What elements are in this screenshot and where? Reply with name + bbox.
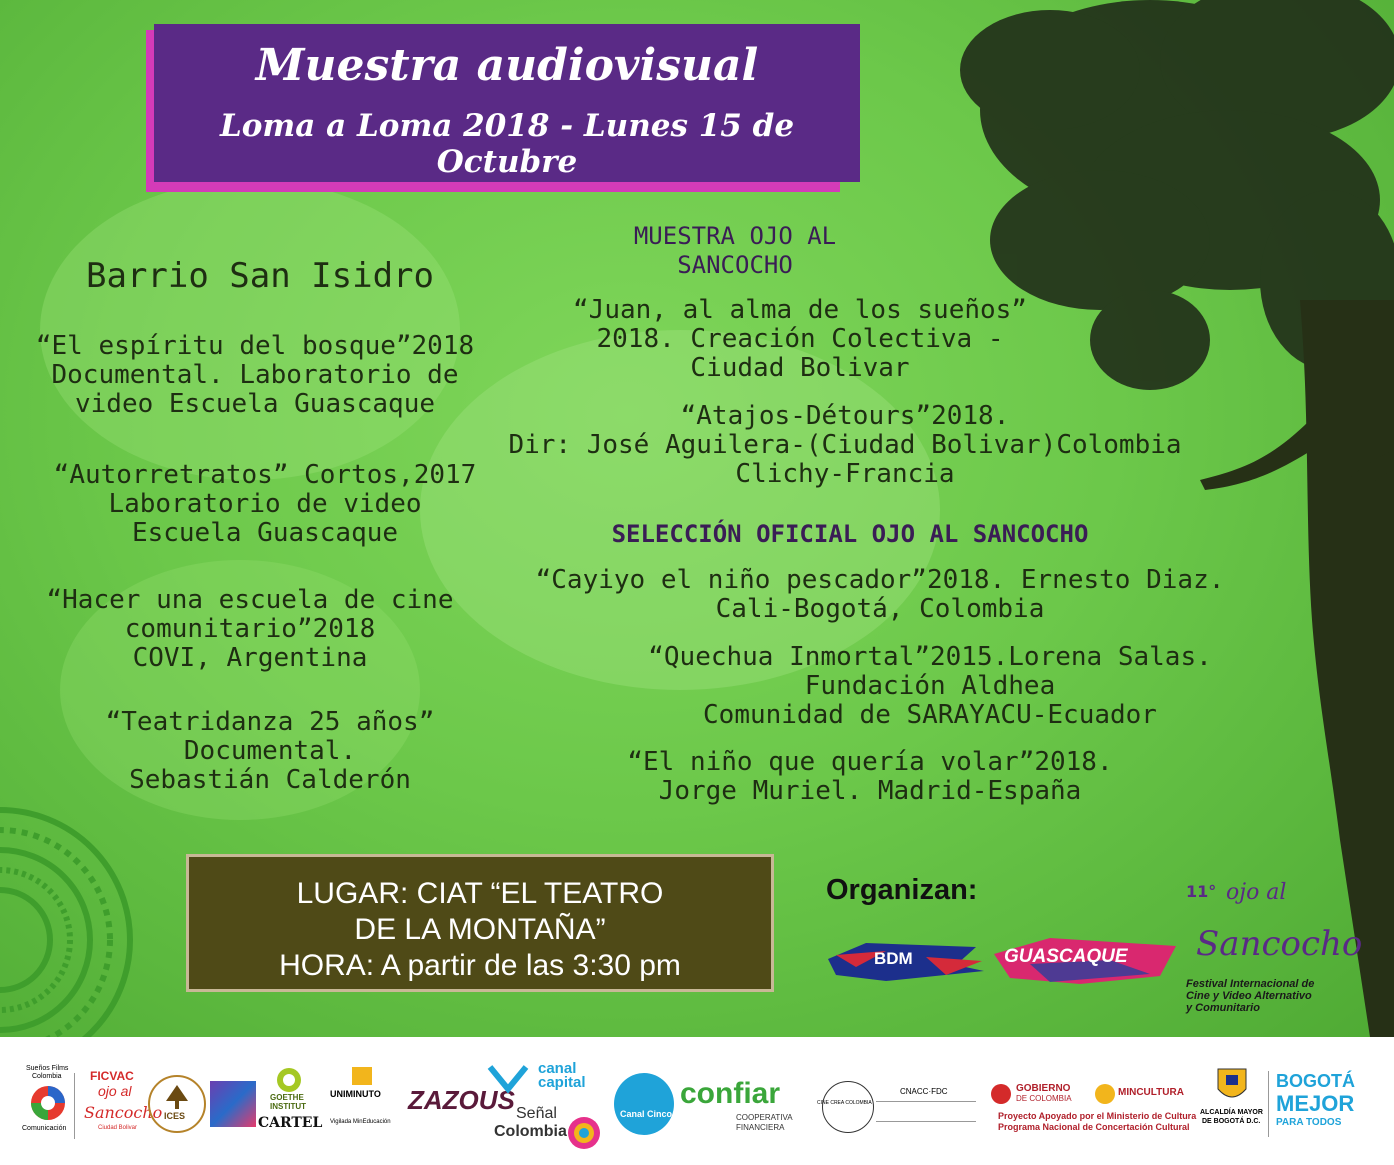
mincultura-icon <box>1094 1083 1116 1105</box>
logo-text: CNACC·FDC <box>900 1087 948 1096</box>
film-entry <box>510 566 1250 624</box>
logo-text: ICES <box>164 1111 186 1121</box>
film-detail: Fundación Aldhea <box>804 671 1056 701</box>
logo-text: Sancocho <box>84 1103 163 1122</box>
film-entry <box>20 461 510 548</box>
festival-line: Festival Internacional de <box>1186 978 1315 990</box>
film-entry <box>610 643 1250 730</box>
bdm-text: BDM <box>874 949 913 968</box>
film-entry <box>20 708 520 795</box>
edition-number: 11° <box>1186 882 1217 901</box>
festival-line: Cine y Video Alternativo <box>1186 990 1312 1002</box>
bdm-logo <box>826 937 986 985</box>
section-heading: SELECCIÓN OFICIAL OJO AL SANCOCHO <box>611 520 1089 548</box>
logo-text: PARA TODOS <box>1276 1117 1342 1128</box>
logo-text: Colombia <box>494 1123 567 1140</box>
logo-text: FICVAC <box>90 1069 134 1083</box>
canal-cinco-logo <box>614 1073 674 1135</box>
ficvac-logo <box>80 1069 163 1141</box>
logo-text: Sueños Films <box>26 1065 69 1072</box>
divider <box>1268 1071 1269 1137</box>
alcaldia-logo <box>1200 1067 1264 1147</box>
divider <box>876 1101 976 1102</box>
logo-text: ojo al <box>98 1083 132 1099</box>
community-logo <box>210 1081 256 1127</box>
film-detail: 2018. Creación Colectiva - <box>596 324 1004 354</box>
ojo-al-sancocho-logo <box>1176 880 1363 1026</box>
goethe-icon <box>276 1067 302 1093</box>
section-heading-line: MUESTRA OJO AL <box>633 222 837 250</box>
ices-logo <box>148 1075 206 1133</box>
film-detail: Comunidad de SARAYACU-Ecuador <box>703 700 1157 730</box>
venue-box <box>186 854 774 992</box>
festival-line: y Comunitario <box>1186 1002 1260 1014</box>
film-detail: Cali-Bogotá, Colombia <box>715 594 1045 624</box>
logo-text: CARTEL <box>258 1115 323 1131</box>
film-detail: Documental. <box>183 736 357 766</box>
goethe-logo <box>258 1067 328 1147</box>
logo-text: MINCULTURA <box>1118 1087 1184 1098</box>
logo-text: INSTITUT <box>270 1102 306 1111</box>
suenos-films-logo <box>22 1065 74 1145</box>
canal-capital-logo <box>486 1057 608 1157</box>
film-detail: video Escuela Guascaque <box>74 389 436 419</box>
cnacc-logo <box>876 1085 976 1135</box>
time-line: HORA: A partir de las 3:30 pm <box>279 949 681 982</box>
section-heading-line: SANCOCHO <box>677 251 793 279</box>
logo-text: Comunicación <box>22 1125 67 1132</box>
ojo-text: ojo al <box>1226 880 1287 905</box>
shield-icon <box>1216 1067 1248 1105</box>
divider <box>74 1073 75 1139</box>
venue-line: DE LA MONTAÑA” <box>354 913 606 946</box>
aperture-icon <box>30 1085 66 1121</box>
logo-text: COOPERATIVA <box>736 1113 793 1122</box>
film-detail: comunitario”2018 <box>124 614 376 644</box>
logo-text: BOGOTÁ <box>1276 1071 1355 1091</box>
guascaque-logo <box>990 934 1180 988</box>
film-title: “Autorretratos” Cortos,2017 <box>53 460 477 490</box>
logo-text: Proyecto Apoyado por el Ministerio de Cultura <box>998 1111 1197 1121</box>
film-detail: Ciudad Bolivar <box>690 353 910 383</box>
film-detail: Jorge Muriel. Madrid-España <box>658 776 1082 806</box>
section-heading <box>530 222 940 280</box>
uniminuto-logo <box>330 1067 396 1147</box>
logo-text: DE BOGOTÁ D.C. <box>1202 1118 1261 1125</box>
logo-text: MEJOR <box>1276 1091 1355 1116</box>
film-title: “Quechua Inmortal”2015.Lorena Salas. <box>648 642 1212 672</box>
film-detail: Sebastián Calderón <box>129 765 411 795</box>
logo-text: Colombia <box>32 1073 62 1080</box>
film-title: “Teatridanza 25 años” <box>105 707 435 737</box>
logo-text: GOBIERNO <box>1016 1083 1071 1094</box>
logo-text: GOETHE <box>270 1093 304 1102</box>
logo-text: capital <box>538 1074 586 1091</box>
left-heading: Barrio San Isidro <box>86 256 434 296</box>
logo-text: canal <box>538 1060 577 1077</box>
film-entry <box>610 748 1130 806</box>
film-entry <box>20 332 490 419</box>
film-entry <box>20 586 480 673</box>
gobierno-mincultura-logo <box>986 1081 1196 1137</box>
senal-colombia-icon <box>566 1115 602 1151</box>
guascaque-text: GUASCAQUE <box>1004 946 1128 967</box>
film-detail: Clichy-Francia <box>735 459 955 489</box>
film-detail: COVI, Argentina <box>132 643 368 673</box>
logo-text: Ciudad Bolivar <box>98 1125 138 1131</box>
cine-crea-logo <box>817 1081 874 1133</box>
uniminuto-icon <box>352 1067 372 1085</box>
film-entry <box>550 296 1050 383</box>
festival-description <box>1186 978 1346 1014</box>
film-title: “Juan, al alma de los sueños” <box>573 295 1027 325</box>
poster-title: Muestra audiovisual <box>255 40 759 91</box>
logo-text: confiar <box>680 1077 781 1110</box>
sponsors-bar <box>0 1037 1394 1165</box>
confiar-logo <box>680 1077 814 1137</box>
logo-text: CINE CREA COLOMBIA <box>817 1100 872 1106</box>
venue-line: LUGAR: CIAT “EL TEATRO <box>296 877 664 910</box>
poster-subtitle: Loma a Loma 2018 - Lunes 15 de Octubre <box>219 108 795 180</box>
logo-text: ALCALDÍA MAYOR <box>1200 1109 1263 1116</box>
film-detail: Laboratorio de video <box>108 489 422 519</box>
divider <box>876 1121 976 1122</box>
sancocho-text: Sancocho <box>1196 924 1363 964</box>
bogota-mejor-logo <box>1276 1071 1372 1141</box>
background-texture <box>40 180 460 480</box>
film-title: “Atajos-Détours”2018. <box>680 401 1010 431</box>
zazous-logo: ZAZOUS <box>408 1085 515 1115</box>
tree-icon <box>166 1085 188 1109</box>
film-title: “Cayiyo el niño pescador”2018. Ernesto Diaz. <box>535 565 1225 595</box>
cc-icon <box>486 1063 530 1093</box>
film-title: “El espíritu del bosque”2018 <box>35 331 475 361</box>
organizers-label: Organizan: <box>826 874 978 906</box>
logo-text: FINANCIERA <box>736 1123 785 1132</box>
logo-text: Programa Nacional de Concertación Cultural <box>998 1122 1190 1132</box>
logo-text: DE COLOMBIA <box>1016 1094 1072 1103</box>
film-title: “Hacer una escuela de cine <box>46 585 454 615</box>
mandala-decoration <box>0 790 170 1037</box>
logo-text: Señal <box>516 1105 557 1122</box>
film-detail: Documental. Laboratorio de <box>51 360 459 390</box>
logo-text: Vigilada MinEducación <box>330 1119 391 1125</box>
film-entry <box>500 402 1190 489</box>
gobierno-icon <box>990 1083 1012 1105</box>
film-detail: Dir: José Aguilera-(Ciudad Bolivar)Colombia <box>508 430 1182 460</box>
film-title: “El niño que quería volar”2018. <box>627 747 1113 777</box>
film-detail: Escuela Guascaque <box>131 518 399 548</box>
logo-text: Canal Cinco <box>620 1109 673 1119</box>
logo-text: UNIMINUTO <box>330 1089 381 1099</box>
